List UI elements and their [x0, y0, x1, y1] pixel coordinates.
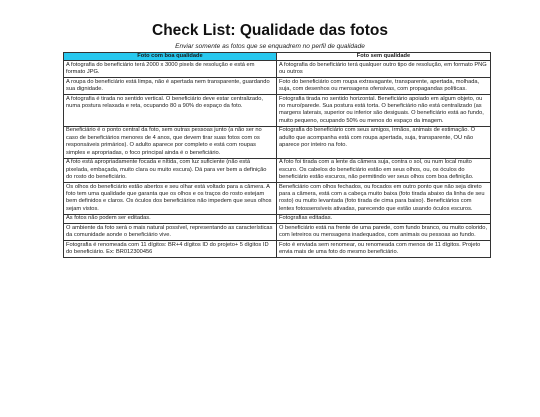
bad-cell: Foto do beneficiário com roupa extravagante, transparente, apertada, molhada, suja, com desenhos ou mensagens ofensivas, com propagandas políticas. — [277, 78, 491, 95]
good-cell: Beneficiário é o ponto central da foto, sem outras pessoas junto (a não ser no caso de beneficiários menores de 4 anos, que devem tirar suas fotos com os responsáveis primários). O adulto aparece por completo e está com roupas simples e apropriadas, o foco principal ainda é o beneficiário. — [64, 126, 277, 158]
table-row — [64, 224, 491, 241]
header-good-quality: Foto com boa qualidade — [64, 53, 277, 61]
table-row — [64, 126, 491, 158]
bad-cell: Fotografia tirada no sentido horizontal. Beneficiário apoiado em algum objeto, ou no muro/parede. Sua postura está torta. O beneficiário não está centralizado (as margens laterais, superior ou inferior são desiguais. O beneficiário está ao fundo, muito pequeno, ocupando 50% ou menos do espaço da imagem. — [277, 95, 491, 127]
good-cell: A fotografia é tirada no sentido vertical. O beneficiário deve estar centralizado, numa postura relaxada e reta, ocupando 80 a 90% do espaço da foto. — [64, 95, 277, 127]
good-cell: As fotos não podem ser editadas. — [64, 214, 277, 224]
bad-cell: Fotografia do beneficiário com seus amigos, irmãos, animais de estimação. O adulto que acompanha está com roupa apertada, suja, transparente, OU não aparece por inteiro na foto. — [277, 126, 491, 158]
bad-cell: A fotografia do beneficiário terá qualquer outro tipo de resolução, em formato PNG ou outros — [277, 61, 491, 78]
table-row — [64, 95, 491, 127]
bad-cell: A foto foi tirada com a lente da câmera suja, contra o sol, ou num local muito escuro. Os cabelos do beneficiário estão em seus olhos, ou, os óculos do beneficiário estão escuros, não permitindo ver seus olhos com boa definição. — [277, 158, 491, 182]
bad-cell: Fotografias editadas. — [277, 214, 491, 224]
good-cell: Os olhos do beneficiário estão abertos e seu olhar está voltado para a câmera. A foto tem uma qualidade que garanta que os olhos e os traços do rosto estejam bem definidos e claros. Os óculos dos beneficiários não impedem que seus olhos sejam vistos. — [64, 183, 277, 215]
page-title: Check List: Qualidade das fotos — [152, 22, 388, 39]
table-row — [64, 214, 491, 224]
good-cell: A foto está apropriadamente focada e nítida, com luz suficiente (não está pixelada, embaçada, muito clara ou muito escura). Dá para ver bem a definição do rosto do beneficiário. — [64, 158, 277, 182]
bad-cell: O beneficiário está na frente de uma parede, com fundo branco, ou muito colorido, com letreiros ou mensagens inadequados, com animais ou pessoas ao fundo. — [277, 224, 491, 241]
good-cell: A roupa do beneficiário está limpa, não é apertada nem transparente, guardando sua dignidade. — [64, 78, 277, 95]
bad-cell: Foto é enviada sem renomear, ou renomeada com menos de 11 dígitos. Projeto envia mais de uma foto do mesmo beneficiário. — [277, 241, 491, 258]
table-header-row — [64, 53, 491, 61]
page-subtitle: Enviar somente as fotos que se enquadrem no perfil de qualidade — [175, 43, 365, 50]
good-cell: Fotografia é renomeada com 11 dígitos: BR+4 dígitos ID do projeto+ 5 dígitos ID do beneficiário. Ex: BR012300456 — [64, 241, 277, 258]
checklist-table — [63, 52, 491, 258]
good-cell: A fotografia do beneficiário terá 2000 x 3000 pixels de resolução e está em formato JPG. — [64, 61, 277, 78]
bad-cell: Beneficiário com olhos fechados, ou focados em outro ponto que não seja direto para a câmera, está com a cabeça muito baixa (foto tirada abaixo da linha de seu rosto) ou muito levantada (foto tirada de cima para baixo). Beneficiários com lentes fotossensíveis ativadas, parecendo que estão usando óculos escuros. — [277, 183, 491, 215]
header-no-quality: Foto sem qualidade — [277, 53, 491, 61]
table-row — [64, 183, 491, 215]
good-cell: O ambiente da foto será o mais natural possível, representando as características da comunidade aonde o beneficiário vive. — [64, 224, 277, 241]
table-row — [64, 158, 491, 182]
table-row — [64, 241, 491, 258]
table-row — [64, 78, 491, 95]
table-row — [64, 61, 491, 78]
